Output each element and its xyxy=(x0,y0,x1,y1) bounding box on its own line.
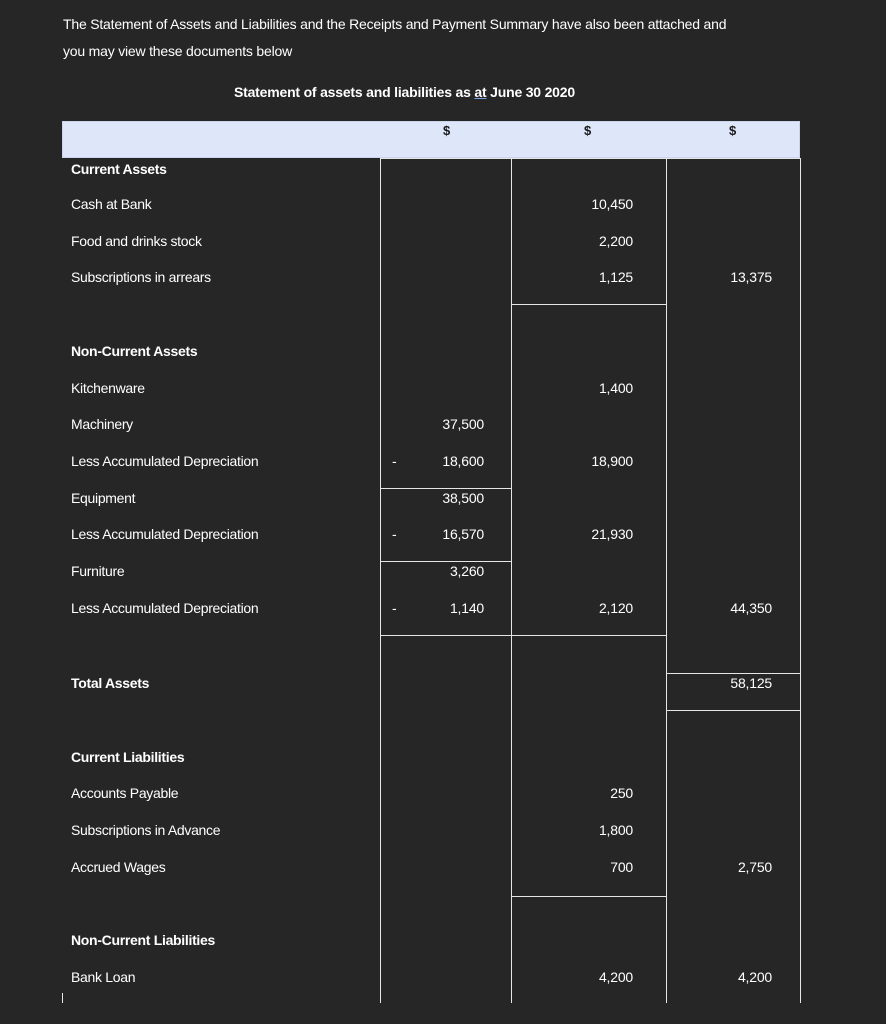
value-col2: 2,200 xyxy=(598,233,633,249)
row-label: Bank Loan xyxy=(71,969,136,985)
title-suffix: June 30 2020 xyxy=(486,84,575,100)
minus-sign: - xyxy=(392,526,397,542)
value-col1: 18,600 xyxy=(442,453,484,469)
row-label: Kitchenware xyxy=(71,380,145,396)
grid-line xyxy=(511,896,666,897)
grid-line xyxy=(380,635,666,636)
row-label: Less Accumulated Depreciation xyxy=(71,453,259,469)
minus-sign: - xyxy=(392,453,397,469)
grid-line xyxy=(511,158,512,1003)
non-current-assets-heading: Non-Current Assets xyxy=(71,343,198,359)
row-label: Cash at Bank xyxy=(71,196,152,212)
value-col3: 4,200 xyxy=(737,969,772,985)
value-col2: 700 xyxy=(610,859,633,875)
value-col3: 2,750 xyxy=(737,859,772,875)
value-col1: 38,500 xyxy=(442,490,484,506)
grid-line xyxy=(666,158,667,1003)
row-label: Subscriptions in arrears xyxy=(71,269,211,285)
grid-line xyxy=(666,710,800,711)
value-col1: 16,570 xyxy=(442,526,484,542)
value-col2: 1,400 xyxy=(598,380,633,396)
row-label: Furniture xyxy=(71,563,125,579)
value-col2: 4,200 xyxy=(598,969,633,985)
row-label: Subscriptions in Advance xyxy=(71,822,221,838)
intro-line-1: The Statement of Assets and Liabilities and the Receipts and Payment Summary have also been attached and xyxy=(63,16,727,32)
value-col2: 18,900 xyxy=(591,453,633,469)
value-col2: 10,450 xyxy=(591,196,633,212)
row-label: Equipment xyxy=(71,490,136,506)
header-col1: $ xyxy=(443,123,451,138)
title-prefix: Statement of assets and liabilities as xyxy=(234,84,475,100)
current-liabilities-heading: Current Liabilities xyxy=(71,749,185,765)
total-assets-value: 58,125 xyxy=(730,675,772,691)
table-header-band xyxy=(62,121,800,158)
grid-line xyxy=(62,993,63,1003)
non-current-liabilities-heading: Non-Current Liabilities xyxy=(71,932,215,948)
value-col1: 3,260 xyxy=(449,563,484,579)
grid-line xyxy=(511,304,666,305)
statement-title xyxy=(234,84,575,100)
value-col2: 1,125 xyxy=(598,269,633,285)
value-col2: 250 xyxy=(610,785,633,801)
row-label: Machinery xyxy=(71,416,133,432)
grid-line xyxy=(800,158,801,1003)
value-col2: 21,930 xyxy=(591,526,633,542)
row-label: Less Accumulated Depreciation xyxy=(71,600,259,616)
row-label: Accounts Payable xyxy=(71,785,179,801)
grid-line xyxy=(380,158,800,159)
row-label: Accrued Wages xyxy=(71,859,166,875)
row-label: Less Accumulated Depreciation xyxy=(71,526,259,542)
grid-line xyxy=(380,561,511,562)
title-underlined: at xyxy=(474,84,487,100)
current-assets-heading: Current Assets xyxy=(71,161,167,177)
value-col2: 1,800 xyxy=(598,822,633,838)
value-col3: 13,375 xyxy=(730,269,772,285)
header-col2: $ xyxy=(584,123,592,138)
value-col2: 2,120 xyxy=(598,600,633,616)
value-col1: 37,500 xyxy=(442,416,484,432)
grid-line xyxy=(380,488,511,489)
value-col1: 1,140 xyxy=(449,600,484,616)
row-label: Food and drinks stock xyxy=(71,233,202,249)
intro-line-2: you may view these documents below xyxy=(63,43,292,59)
header-col3: $ xyxy=(729,123,737,138)
value-col3: 44,350 xyxy=(730,600,772,616)
intro-text xyxy=(63,11,863,65)
grid-line xyxy=(380,158,381,1003)
grid-line xyxy=(666,673,800,674)
minus-sign: - xyxy=(392,600,397,616)
total-assets-label: Total Assets xyxy=(71,675,150,691)
